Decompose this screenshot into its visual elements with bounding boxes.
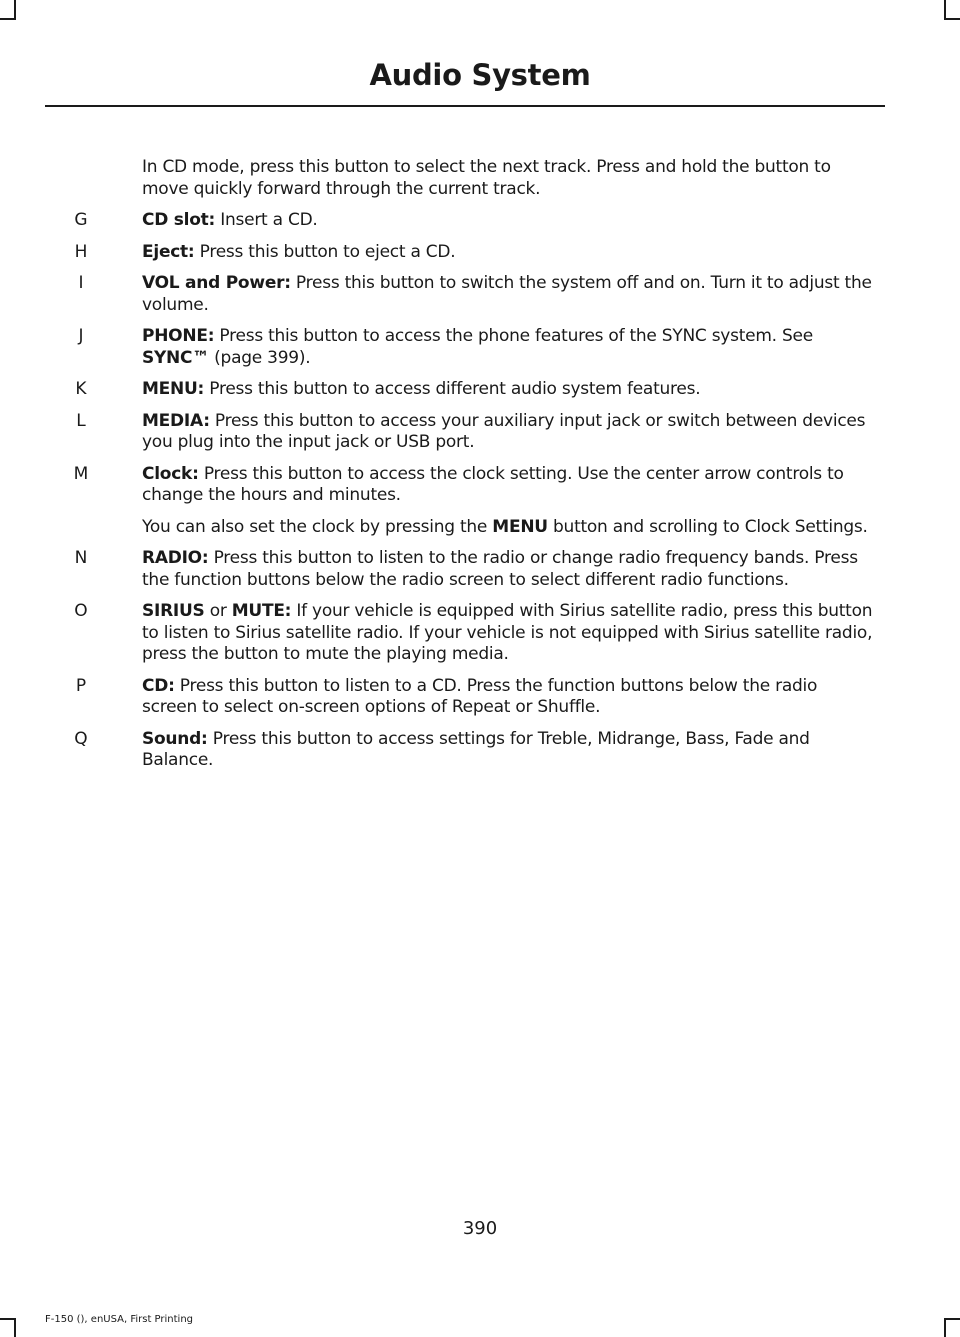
item-text: Eject: Press this button to eject a CD. [142,241,456,262]
list-item [0,210,960,232]
item-label: SIRIUS [142,601,205,621]
item-letter: L [76,410,86,431]
item-label: MEDIA: [142,410,210,431]
item-label: RADIO: [142,548,209,568]
item-text: CD slot: Insert a CD. [142,210,318,230]
item-letter: M [73,463,89,484]
item-label: Eject: [142,241,195,262]
item-label: CD: [142,675,175,696]
item-list [0,157,960,782]
item-letter: Q [74,728,88,749]
list-item [0,326,960,369]
item-label: Sound: [142,728,208,749]
cross-reference-link[interactable]: SYNC™ [142,347,210,368]
item-letter: K [75,379,87,399]
list-item [0,548,960,591]
crop-mark [0,1318,16,1320]
item-text: MENU: Press this button to access different audio system features. [142,379,701,399]
list-item [0,242,960,264]
list-item [0,729,960,772]
item-text: Sound: Press this button to access settings for Treble, Midrange, Bass, Fade and Balance. [142,728,810,770]
list-item [0,517,960,539]
item-label: VOL and Power: [142,273,291,293]
item-text: In CD mode, press this button to select the next track. Press and hold the button to move quickly forward through the current track. [142,157,831,199]
item-label: CD slot: [142,210,216,230]
list-item [0,411,960,454]
list-item [0,157,960,200]
item-label: MENU: [142,379,205,399]
crop-mark [944,1318,960,1320]
item-letter: G [74,210,88,230]
crop-mark [0,18,16,20]
item-text: Clock: Press this button to access the clock setting. Use the center arrow controls to change the hours and minutes. [142,463,844,505]
list-item [0,601,960,666]
crop-mark [14,1318,16,1337]
item-text: You can also set the clock by pressing the MENU button and scrolling to Clock Settings. [142,516,868,537]
header-divider [45,105,885,107]
edition-footer: F-150 (), enUSA, First Printing [45,1314,194,1325]
item-text: PHONE: Press this button to access the phone features of the SYNC system. See SYNC™ (page 399). [142,326,813,368]
item-label: PHONE: [142,326,215,346]
item-text: RADIO: Press this button to listen to the radio or change radio frequency bands. Press the function buttons below the radio screen to select different radio functions. [142,548,858,590]
item-letter: J [78,326,84,346]
list-item [0,464,960,507]
crop-mark [944,0,946,20]
item-text: MEDIA: Press this button to access your auxiliary input jack or switch between devices you plug into the input jack or USB port. [142,410,866,452]
item-label: Clock: [142,463,199,484]
item-letter: O [74,601,88,621]
item-letter: H [74,241,88,262]
list-item [0,676,960,719]
item-text: CD: Press this button to listen to a CD. Press the function buttons below the radio screen to select on-screen options of Repeat or Shuffle. [142,675,818,717]
item-text: VOL and Power: Press this button to switch the system off and on. Turn it to adjust the volume. [142,273,872,315]
list-item [0,273,960,316]
page-number: 390 [462,1218,498,1239]
list-item [0,379,960,401]
crop-mark [14,0,16,20]
item-letter: I [78,273,84,293]
item-letter: N [74,548,88,568]
item-letter: P [75,675,87,696]
item-text: SIRIUS or MUTE: If your vehicle is equipped with Sirius satellite radio, press this button to listen to Sirius satellite radio. If your vehicle is not equipped with Sirius satellite radio, press the button to mute the playing media. [142,601,873,664]
item-label: MUTE: [231,601,292,621]
page-title: Audio System [369,58,591,92]
crop-mark [944,1318,946,1337]
inline-bold: MENU [492,516,548,537]
crop-mark [944,18,960,20]
